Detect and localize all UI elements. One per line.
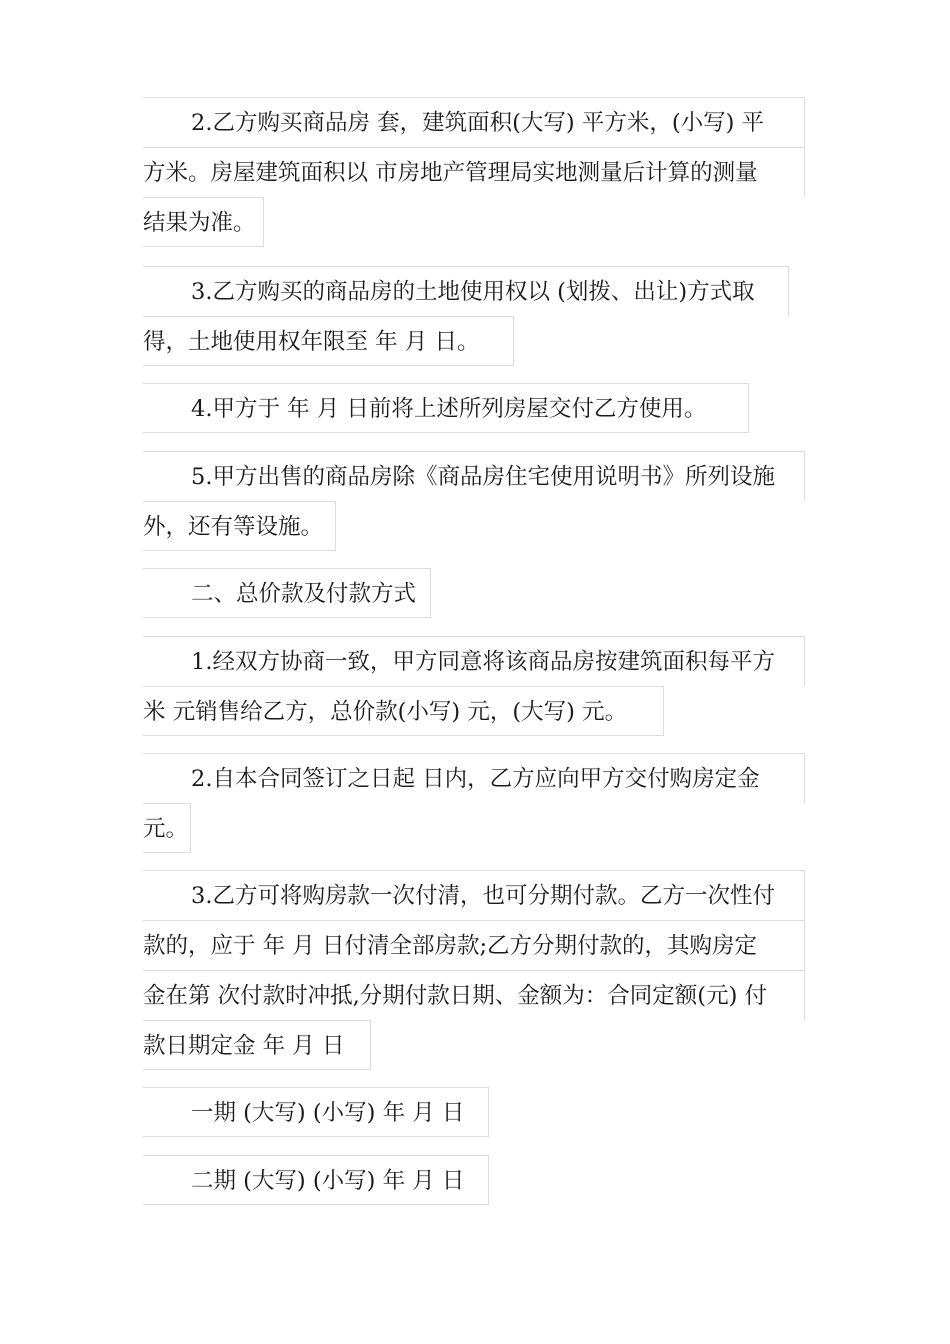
text-line: 款日期定金 年 月 日 (143, 1020, 371, 1070)
text-line: 2.自本合同签订之日起 日内，乙方应向甲方交付购房定金 (143, 753, 805, 803)
text-line: 元。 (143, 803, 191, 853)
text-line: 方米。房屋建筑面积以 市房地产管理局实地测量后计算的测量 (143, 147, 805, 197)
text-line: 结果为准。 (143, 197, 264, 247)
text-line: 金在第 次付款时冲抵,分期付款日期、金额为：合同定额(元) 付 (143, 970, 805, 1020)
text-line: 1.经双方协商一致，甲方同意将该商品房按建筑面积每平方 (143, 636, 805, 686)
text-line: 3.乙方购买的商品房的土地使用权以 (划拨、出让)方式取 (143, 266, 789, 316)
text-line: 二期 (大写) (小写) 年 月 日 (143, 1155, 489, 1205)
text-line: 米 元销售给乙方，总价款(小写) 元，(大写) 元。 (143, 686, 664, 736)
text-line: 得，土地使用权年限至 年 月 日。 (143, 316, 514, 366)
text-line: 3.乙方可将购房款一次付清，也可分期付款。乙方一次性付 (143, 870, 805, 920)
text-line: 2.乙方购买商品房 套，建筑面积(大写) 平方米，(小写) 平 (143, 97, 805, 147)
text-line: 外，还有等设施。 (143, 501, 336, 551)
text-line: 款的，应于 年 月 日付清全部房款;乙方分期付款的，其购房定 (143, 920, 805, 970)
text-line: 一期 (大写) (小写) 年 月 日 (143, 1087, 489, 1137)
text-line: 5.甲方出售的商品房除《商品房住宅使用说明书》所列设施 (143, 451, 805, 501)
section-title: 二、总价款及付款方式 (143, 568, 431, 618)
text-line: 4.甲方于 年 月 日前将上述所列房屋交付乙方使用。 (143, 383, 749, 433)
